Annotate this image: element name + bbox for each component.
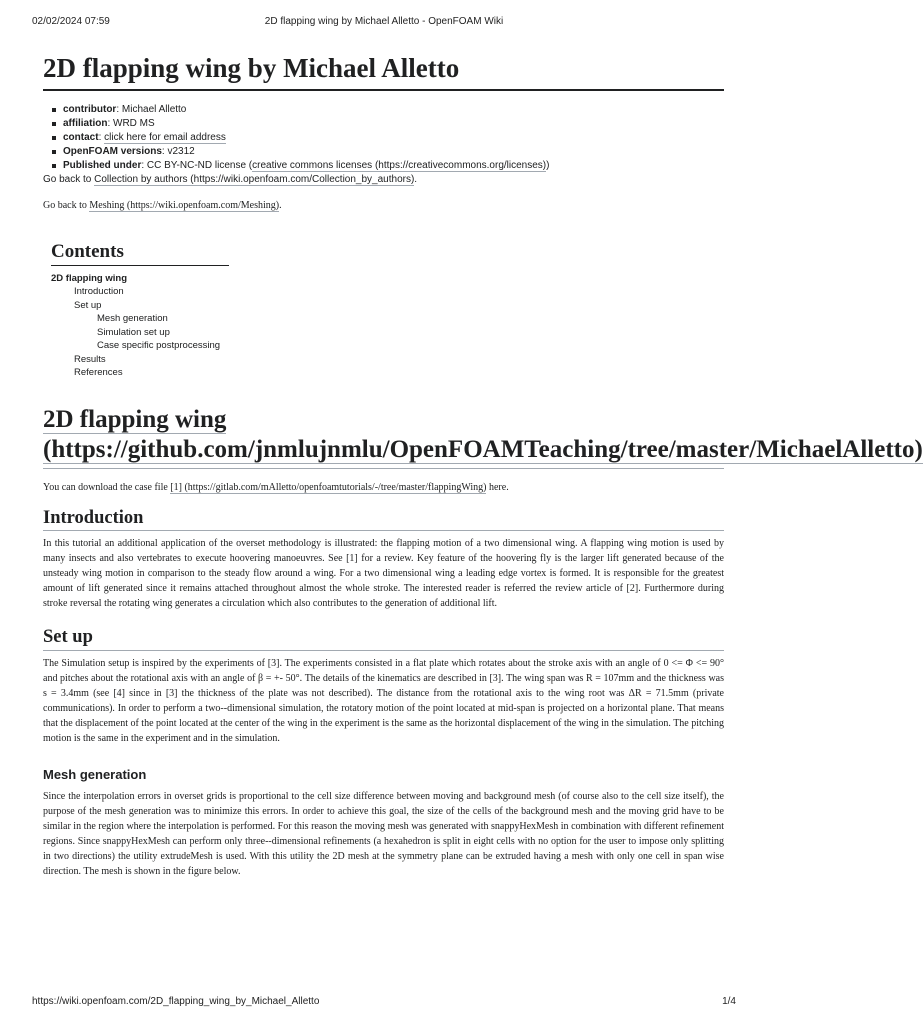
published-close: ) — [546, 159, 550, 171]
download-paragraph — [43, 480, 724, 495]
versions-value: v2312 — [167, 145, 195, 157]
published-label: Published under — [63, 159, 142, 171]
print-url: https://wiki.openfoam.com/2D_flapping_wing_by_Michael_Alletto — [32, 996, 320, 1007]
back-to-meshing: Go back to Meshing (https://wiki.openfoam.com/Meshing). — [43, 199, 282, 211]
meta-affiliation: affiliation: WRD MS — [63, 117, 724, 131]
section-heading-set-up: Set up — [43, 626, 724, 651]
contributor-label: contributor — [63, 103, 117, 115]
section-heading-flapping-wing — [43, 405, 923, 469]
affiliation-label: affiliation — [63, 117, 108, 129]
toc-item-simulation-set-up[interactable]: Simulation set up — [97, 326, 170, 338]
print-datetime: 02/02/2024 07:59 — [32, 16, 110, 27]
contact-label: contact — [63, 131, 99, 143]
collection-by-authors-link[interactable]: Collection by authors (https://wiki.openfoam.com/Collection_by_authors) — [94, 173, 415, 185]
affiliation-value: WRD MS — [113, 117, 155, 129]
table-of-contents — [51, 241, 229, 380]
contact-link[interactable]: click here for email address — [104, 131, 226, 143]
toc-item-introduction[interactable]: Introduction — [74, 286, 124, 298]
article-content — [43, 52, 923, 879]
meta-published: Published under: CC BY-NC-ND license (creative commons licenses (https://creativecommons.org/licenses)) — [63, 159, 724, 173]
back-to-authors: Go back to Collection by authors (https://wiki.openfoam.com/Collection_by_authors). — [43, 173, 418, 185]
toc-item-results[interactable]: Results — [74, 353, 106, 365]
meta-contact: contact: click here for email address — [63, 131, 724, 145]
section-heading-introduction: Introduction — [43, 507, 724, 532]
meta-versions: OpenFOAM versions: v2312 — [63, 145, 724, 159]
github-repo-link[interactable]: 2D flapping wing (https://github.com/jnmlujnmlu/OpenFOAMTeaching/tree/master/MichaelAlletto) — [43, 405, 923, 464]
back-prefix-2: Go back to — [43, 199, 87, 211]
print-footer — [32, 996, 736, 1010]
back-prefix-1: Go back to — [43, 173, 92, 185]
toc-item-flapping-wing[interactable]: 2D flapping wing — [51, 272, 127, 284]
subsection-heading-mesh-generation: Mesh generation — [43, 766, 147, 782]
introduction-paragraph: In this tutorial an additional application of the overset methodology is illustrated: the flapping motion of a two dimensional wing. A flapping wing motion is used by many insects and also vertebrates to execute hoovering manoeuvres. See [1] for a review. Key feature of the hoovering fly is the larger lift generated because of the unsteady wing motion in comparison to the steady flow around a wing. For a two dimensional wing a leading edge vortex is formed. It is responsible for the greatest amount of lift generated since it remains attached throughout almost the whole stroke. The interested reader is referred the review article of [2]. Furthermore during stroke reversal the rotating wing generates a circulation which also contributes to the generation of additional lift. — [43, 538, 724, 610]
contributor-value: Michael Alletto — [121, 103, 187, 115]
meta-contributor: contributor: Michael Alletto — [63, 103, 724, 117]
mesh-generation-paragraph: Since the interpolation errors in overset grids is proportional to the cell size difference between moving and background mesh (of course also to the cell size itself), the purpose of the mesh generation was to minimize this errors. In order to achieve this goal, the size of the cells of the background mesh and the moving grid have to be similar in the region where the interpolation is performed. For this reason the moving mesh was generated with snappyHexMesh in combination with different refinement regions. Since snappyHexMesh can perform only three--dimensional refinements (a hexahedron is split in eight cells with no option for the user to impose only splitting in two directions) the utility extrudeMesh is used. With this utility the 2D mesh at the symmetry plane can be extruded having a mesh with only one cell in span wise direction. The mesh is shown in the figure below. — [43, 790, 724, 877]
toc-item-set-up[interactable]: Set up — [74, 299, 102, 311]
print-page-number: 1/4 — [722, 996, 736, 1007]
set-up-paragraph: The Simulation setup is inspired by the experiments of [3]. The experiments consisted in a flat plate which rotates about the stroke axis with an angle of 0 <= Φ <= 90° and pitches about the rotational axis with an angle of β = +- 50°. The details of the kinematics are described in [3]. The wing span was R = 107mm and the thickness was s = 3.4mm (see [4] since in [3] the thickness of the plate was not described). The distance from the rotational axis to the wing root was ΔR = 71.5mm (private communications). In order to perform a two--dimensional simulation, the rotatory motion of the point located at mid-span is projected on a horizontal plane. That means that the displacement of the point located at the center of the wing in the experiment is the same as the horizontal displacement of the wing in the simulation. The pitching motion is the same in the experiment and in the simulation. — [43, 657, 725, 744]
meshing-link[interactable]: Meshing (https://wiki.openfoam.com/Meshing) — [89, 199, 280, 211]
download-suffix: here. — [488, 481, 509, 493]
license-link[interactable]: creative commons licenses (https://creativecommons.org/licenses) — [252, 159, 547, 171]
meta-list — [43, 103, 724, 173]
toc-list — [51, 272, 229, 380]
toc-title: Contents — [51, 241, 229, 266]
versions-label: OpenFOAM versions — [63, 145, 162, 157]
download-prefix: You can download the case file — [43, 481, 168, 493]
toc-item-mesh-generation[interactable]: Mesh generation — [97, 313, 168, 325]
toc-item-references[interactable]: References — [74, 367, 123, 379]
published-value: CC BY-NC-ND license ( — [146, 159, 253, 171]
page-title: 2D flapping wing by Michael Alletto — [43, 52, 724, 91]
print-page-title: 2D flapping wing by Michael Alletto - OpenFOAM Wiki — [264, 16, 504, 27]
toc-item-postprocessing[interactable]: Case specific postprocessing — [97, 340, 221, 352]
print-header — [32, 16, 736, 30]
case-file-link[interactable]: [1] (https://gitlab.com/mAlletto/openfoamtutorials/-/tree/master/flappingWing) — [170, 481, 487, 493]
